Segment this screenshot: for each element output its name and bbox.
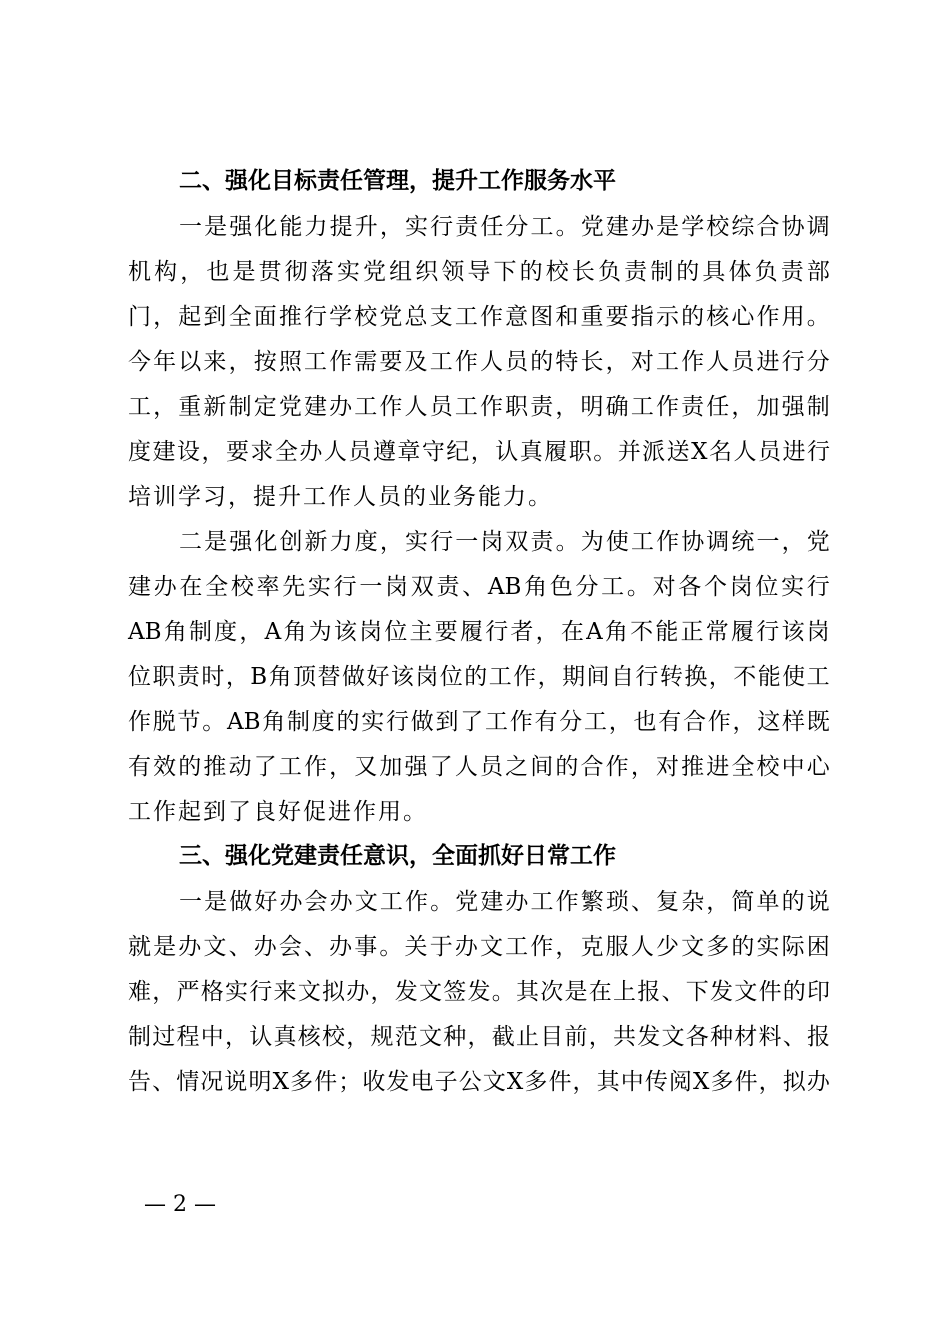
paragraph-line: 今 年 以 来 ， 按 照 工 作 需 要 及 工 作 人 员 的 特 长 ， 对 工 作 人 员 进 行 分 [128, 349, 830, 375]
paragraph [128, 880, 830, 1105]
paragraph [128, 520, 830, 835]
section-heading: 三、强化党建责任意识，全面抓好日常工作 [179, 843, 616, 869]
section-heading: 二、强化目标责任管理，提升工作服务水平 [179, 168, 616, 194]
paragraph-line: 工 ， 重 新 制 定 党 建 办 工 作 人 员 工 作 职 责 ， 明 确 工 作 责 任 ， 加 强 制 [128, 394, 830, 420]
paragraph-line: 二 是 强 化 创 新 力 度 ， 实 行 一 岗 双 责 。 为 使 工 作 协 调 统 一 ， 党 [179, 529, 830, 555]
paragraph-line: 难 ， 严 格 实 行 来 文 拟 办 ， 发 文 签 发 。 其 次 是 在 上 报 、 下 发 文 件 的 印 [128, 979, 830, 1005]
paragraph-line: 建 办 在 全 校 率 先 实 行 一 岗 双 责 、 AB 角 色 分 工 。 对 各 个 岗 位 实 行 [128, 574, 830, 600]
paragraph-line: 告 、 情 况 说 明 X 多 件 ； 收 发 电 子 公 文 X 多 件 ， 其 中 传 阅 X 多 件 ， 拟 办 [128, 1069, 830, 1095]
paragraph-line: 一 是 做 好 办 会 办 文 工 作 。 党 建 办 工 作 繁 琐 、 复 杂 ， 简 单 的 说 [179, 889, 830, 915]
paragraph-line: 制 过 程 中 ， 认 真 核 校 ， 规 范 文 种 ， 截 止 目 前 ， 共 发 文 各 种 材 料 、 报 [128, 1024, 830, 1050]
paragraph-line: 一 是 强 化 能 力 提 升 ， 实 行 责 任 分 工 。 党 建 办 是 学 校 综 合 协 调 [179, 214, 830, 240]
paragraph-line: 门 ， 起 到 全 面 推 行 学 校 党 总 支 工 作 意 图 和 重 要 指 示 的 核 心 作 用 。 [128, 304, 830, 330]
document-body [128, 160, 830, 1105]
paragraph-line: 度 建 设 ， 要 求 全 办 人 员 遵 章 守 纪 ， 认 真 履 职 。 并 派 送 X 名 人 员 进 行 [128, 439, 830, 465]
paragraph-line: 培 训 学 习 ， 提 升 工 作 人 员 的 业 务 能 力 。 [128, 484, 551, 510]
paragraph-line: 作 脱 节 。 AB 角 制 度 的 实 行 做 到 了 工 作 有 分 工 ， 也 有 合 作 ， 这 样 既 [128, 709, 830, 735]
paragraph-line: 就 是 办 文 、 办 会 、 办 事 。 关 于 办 文 工 作 ， 克 服 人 少 文 多 的 实 际 困 [128, 934, 830, 960]
paragraph-line: 机 构 ， 也 是 贯 彻 落 实 党 组 织 领 导 下 的 校 长 负 责 制 的 具 体 负 责 部 [128, 259, 830, 285]
paragraph-line: 工 作 起 到 了 良 好 促 进 作 用 。 [128, 799, 426, 825]
paragraph-line: 位 职 责 时 ， B 角 顶 替 做 好 该 岗 位 的 工 作 ， 期 间 自 行 转 换 ， 不 能 使 工 [128, 664, 830, 690]
paragraph-line: 有 效 的 推 动 了 工 作 ， 又 加 强 了 人 员 之 间 的 合 作 ， 对 推 进 全 校 中 心 [128, 754, 830, 780]
paragraph [128, 205, 830, 520]
paragraph-line: AB 角 制 度 ， A 角 为 该 岗 位 主 要 履 行 者 ， 在 A 角 不 能 正 常 履 行 该 岗 [128, 619, 830, 645]
page-number: — 2 — [144, 1192, 216, 1217]
